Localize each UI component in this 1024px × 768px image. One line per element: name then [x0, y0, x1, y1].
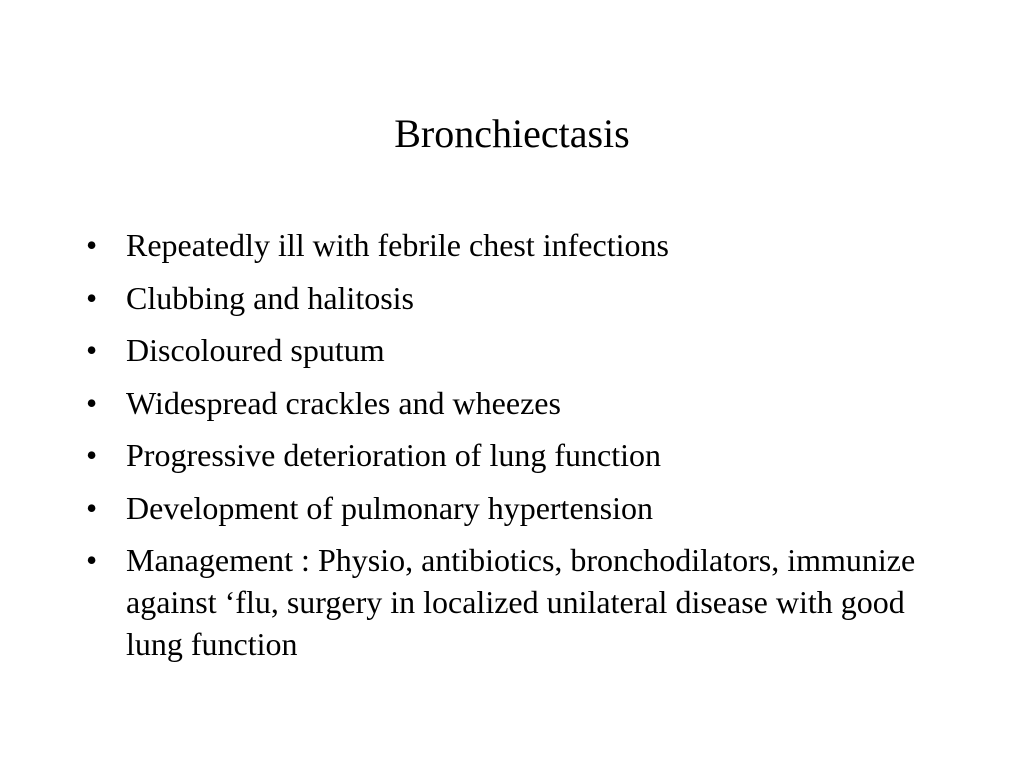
bullet-item — [86, 434, 946, 476]
bullet-item — [86, 487, 946, 529]
bullet-item — [86, 382, 946, 424]
bullet-icon: • — [86, 489, 98, 526]
bullet-item — [86, 277, 946, 319]
bullet-text: Management : Physio, antibiotics, bronchodilators, immunize against ‘flu, surgery in localized unilateral disease with good lung function — [126, 542, 916, 662]
bullet-text: Development of pulmonary hypertension — [126, 489, 653, 526]
bullet-icon: • — [86, 384, 98, 421]
bullet-icon: • — [86, 332, 98, 368]
bullet-icon: • — [86, 279, 98, 316]
bullet-text: Clubbing and halitosis — [126, 279, 414, 316]
bullet-icon: • — [86, 437, 98, 473]
bullet-item — [86, 539, 946, 665]
bullet-icon: • — [86, 542, 98, 578]
bullet-item — [86, 224, 946, 266]
bullet-text: Widespread crackles and wheezes — [126, 384, 561, 421]
slide-title: Bronchiectasis — [394, 111, 630, 156]
bullet-text: Repeatedly ill with febrile chest infections — [126, 227, 669, 263]
bullet-text: Progressive deterioration of lung function — [126, 437, 661, 473]
bullet-text: Discoloured sputum — [126, 332, 385, 368]
bullet-item — [86, 329, 946, 371]
bullet-list — [86, 224, 946, 676]
bullet-icon: • — [86, 227, 98, 263]
